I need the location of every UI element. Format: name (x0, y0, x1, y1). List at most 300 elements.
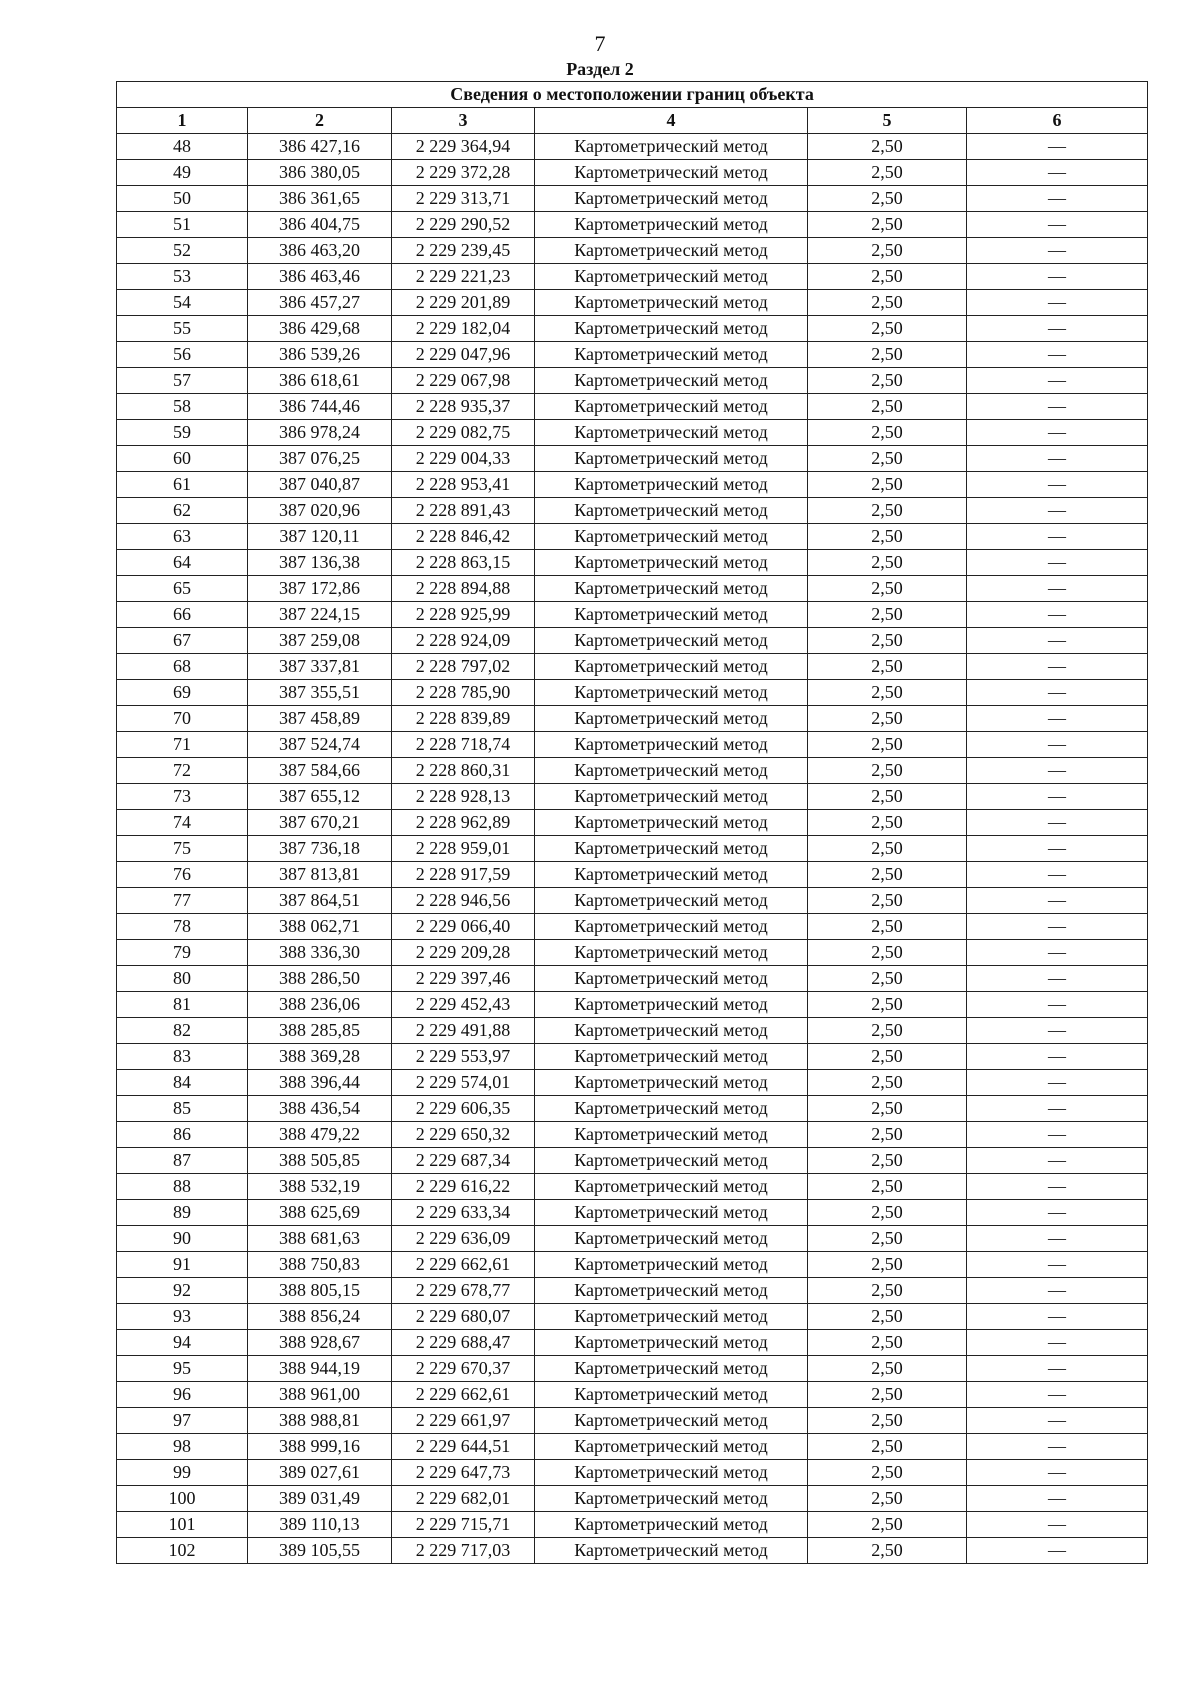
table-row (117, 186, 1148, 212)
accuracy-cell: 2,50 (808, 758, 967, 784)
description-cell: — (967, 758, 1148, 784)
column-header-5: 5 (808, 108, 967, 134)
x-coordinate-cell: 388 750,83 (248, 1252, 392, 1278)
accuracy-cell: 2,50 (808, 212, 967, 238)
accuracy-cell: 2,50 (808, 1512, 967, 1538)
description-cell: — (967, 1226, 1148, 1252)
accuracy-cell: 2,50 (808, 1226, 967, 1252)
method-cell: Картометрический метод (535, 1174, 808, 1200)
method-cell: Картометрический метод (535, 758, 808, 784)
method-cell: Картометрический метод (535, 1356, 808, 1382)
accuracy-cell: 2,50 (808, 602, 967, 628)
method-cell: Картометрический метод (535, 784, 808, 810)
x-coordinate-cell: 386 463,46 (248, 264, 392, 290)
table-row (117, 784, 1148, 810)
method-cell: Картометрический метод (535, 680, 808, 706)
description-cell: — (967, 940, 1148, 966)
accuracy-cell: 2,50 (808, 784, 967, 810)
accuracy-cell: 2,50 (808, 1382, 967, 1408)
y-coordinate-cell: 2 229 678,77 (392, 1278, 535, 1304)
y-coordinate-cell: 2 228 928,13 (392, 784, 535, 810)
accuracy-cell: 2,50 (808, 316, 967, 342)
accuracy-cell: 2,50 (808, 862, 967, 888)
accuracy-cell: 2,50 (808, 394, 967, 420)
method-cell: Картометрический метод (535, 420, 808, 446)
accuracy-cell: 2,50 (808, 680, 967, 706)
table-row (117, 1226, 1148, 1252)
point-number-cell: 51 (117, 212, 248, 238)
column-header-6: 6 (967, 108, 1148, 134)
description-cell: — (967, 1070, 1148, 1096)
x-coordinate-cell: 387 813,81 (248, 862, 392, 888)
table-row (117, 1018, 1148, 1044)
point-number-cell: 71 (117, 732, 248, 758)
y-coordinate-cell: 2 229 636,09 (392, 1226, 535, 1252)
table-row (117, 1538, 1148, 1564)
method-cell: Картометрический метод (535, 1018, 808, 1044)
point-number-cell: 69 (117, 680, 248, 706)
accuracy-cell: 2,50 (808, 1070, 967, 1096)
point-number-cell: 88 (117, 1174, 248, 1200)
description-cell: — (967, 1304, 1148, 1330)
method-cell: Картометрический метод (535, 1330, 808, 1356)
description-cell: — (967, 472, 1148, 498)
accuracy-cell: 2,50 (808, 1200, 967, 1226)
method-cell: Картометрический метод (535, 1200, 808, 1226)
description-cell: — (967, 1434, 1148, 1460)
description-cell: — (967, 1512, 1148, 1538)
y-coordinate-cell: 2 229 717,03 (392, 1538, 535, 1564)
description-cell: — (967, 1096, 1148, 1122)
accuracy-cell: 2,50 (808, 238, 967, 264)
x-coordinate-cell: 388 286,50 (248, 966, 392, 992)
x-coordinate-cell: 387 864,51 (248, 888, 392, 914)
method-cell: Картометрический метод (535, 862, 808, 888)
x-coordinate-cell: 386 404,75 (248, 212, 392, 238)
column-header-4: 4 (535, 108, 808, 134)
description-cell: — (967, 498, 1148, 524)
x-coordinate-cell: 388 436,54 (248, 1096, 392, 1122)
accuracy-cell: 2,50 (808, 1304, 967, 1330)
accuracy-cell: 2,50 (808, 446, 967, 472)
x-coordinate-cell: 387 355,51 (248, 680, 392, 706)
y-coordinate-cell: 2 229 201,89 (392, 290, 535, 316)
y-coordinate-cell: 2 228 894,88 (392, 576, 535, 602)
point-number-cell: 87 (117, 1148, 248, 1174)
table-row (117, 342, 1148, 368)
y-coordinate-cell: 2 229 662,61 (392, 1252, 535, 1278)
description-cell: — (967, 1018, 1148, 1044)
point-number-cell: 61 (117, 472, 248, 498)
method-cell: Картометрический метод (535, 1122, 808, 1148)
y-coordinate-cell: 2 228 959,01 (392, 836, 535, 862)
description-cell: — (967, 186, 1148, 212)
y-coordinate-cell: 2 229 662,61 (392, 1382, 535, 1408)
accuracy-cell: 2,50 (808, 992, 967, 1018)
x-coordinate-cell: 387 172,86 (248, 576, 392, 602)
point-number-cell: 92 (117, 1278, 248, 1304)
x-coordinate-cell: 388 625,69 (248, 1200, 392, 1226)
point-number-cell: 48 (117, 134, 248, 160)
table-row (117, 1278, 1148, 1304)
y-coordinate-cell: 2 228 860,31 (392, 758, 535, 784)
point-number-cell: 52 (117, 238, 248, 264)
accuracy-cell: 2,50 (808, 1044, 967, 1070)
x-coordinate-cell: 388 681,63 (248, 1226, 392, 1252)
y-coordinate-cell: 2 229 553,97 (392, 1044, 535, 1070)
table-row (117, 914, 1148, 940)
method-cell: Картометрический метод (535, 836, 808, 862)
accuracy-cell: 2,50 (808, 1122, 967, 1148)
description-cell: — (967, 1330, 1148, 1356)
accuracy-cell: 2,50 (808, 1018, 967, 1044)
point-number-cell: 75 (117, 836, 248, 862)
method-cell: Картометрический метод (535, 1070, 808, 1096)
table-row (117, 1304, 1148, 1330)
boundary-coordinates-table (116, 81, 1148, 1564)
accuracy-cell: 2,50 (808, 732, 967, 758)
description-cell: — (967, 680, 1148, 706)
x-coordinate-cell: 387 076,25 (248, 446, 392, 472)
table-row (117, 524, 1148, 550)
x-coordinate-cell: 388 062,71 (248, 914, 392, 940)
method-cell: Картометрический метод (535, 264, 808, 290)
y-coordinate-cell: 2 228 839,89 (392, 706, 535, 732)
method-cell: Картометрический метод (535, 1096, 808, 1122)
x-coordinate-cell: 388 928,67 (248, 1330, 392, 1356)
method-cell: Картометрический метод (535, 1148, 808, 1174)
table-row (117, 420, 1148, 446)
x-coordinate-cell: 388 999,16 (248, 1434, 392, 1460)
description-cell: — (967, 862, 1148, 888)
x-coordinate-cell: 387 655,12 (248, 784, 392, 810)
accuracy-cell: 2,50 (808, 1096, 967, 1122)
y-coordinate-cell: 2 229 574,01 (392, 1070, 535, 1096)
y-coordinate-cell: 2 228 953,41 (392, 472, 535, 498)
description-cell: — (967, 160, 1148, 186)
y-coordinate-cell: 2 229 670,37 (392, 1356, 535, 1382)
y-coordinate-cell: 2 228 924,09 (392, 628, 535, 654)
x-coordinate-cell: 388 336,30 (248, 940, 392, 966)
accuracy-cell: 2,50 (808, 1356, 967, 1382)
x-coordinate-cell: 387 584,66 (248, 758, 392, 784)
x-coordinate-cell: 388 236,06 (248, 992, 392, 1018)
x-coordinate-cell: 386 539,26 (248, 342, 392, 368)
point-number-cell: 81 (117, 992, 248, 1018)
table-row (117, 810, 1148, 836)
table-row (117, 290, 1148, 316)
description-cell: — (967, 1486, 1148, 1512)
x-coordinate-cell: 387 136,38 (248, 550, 392, 576)
description-cell: — (967, 420, 1148, 446)
accuracy-cell: 2,50 (808, 940, 967, 966)
point-number-cell: 67 (117, 628, 248, 654)
x-coordinate-cell: 389 027,61 (248, 1460, 392, 1486)
description-cell: — (967, 1252, 1148, 1278)
x-coordinate-cell: 386 380,05 (248, 160, 392, 186)
y-coordinate-cell: 2 229 661,97 (392, 1408, 535, 1434)
table-row (117, 1044, 1148, 1070)
point-number-cell: 59 (117, 420, 248, 446)
point-number-cell: 76 (117, 862, 248, 888)
description-cell: — (967, 212, 1148, 238)
y-coordinate-cell: 2 228 891,43 (392, 498, 535, 524)
description-cell: — (967, 914, 1148, 940)
point-number-cell: 56 (117, 342, 248, 368)
description-cell: — (967, 992, 1148, 1018)
description-cell: — (967, 888, 1148, 914)
table-row (117, 628, 1148, 654)
accuracy-cell: 2,50 (808, 810, 967, 836)
point-number-cell: 83 (117, 1044, 248, 1070)
description-cell: — (967, 1148, 1148, 1174)
accuracy-cell: 2,50 (808, 420, 967, 446)
y-coordinate-cell: 2 229 082,75 (392, 420, 535, 446)
description-cell: — (967, 342, 1148, 368)
description-cell: — (967, 1538, 1148, 1564)
point-number-cell: 54 (117, 290, 248, 316)
table-row (117, 212, 1148, 238)
y-coordinate-cell: 2 229 066,40 (392, 914, 535, 940)
y-coordinate-cell: 2 229 644,51 (392, 1434, 535, 1460)
method-cell: Картометрический метод (535, 1460, 808, 1486)
point-number-cell: 80 (117, 966, 248, 992)
table-body (117, 134, 1148, 1564)
y-coordinate-cell: 2 229 606,35 (392, 1096, 535, 1122)
method-cell: Картометрический метод (535, 186, 808, 212)
point-number-cell: 100 (117, 1486, 248, 1512)
accuracy-cell: 2,50 (808, 1486, 967, 1512)
point-number-cell: 91 (117, 1252, 248, 1278)
point-number-cell: 85 (117, 1096, 248, 1122)
table-row (117, 1252, 1148, 1278)
y-coordinate-cell: 2 229 688,47 (392, 1330, 535, 1356)
point-number-cell: 64 (117, 550, 248, 576)
table-row (117, 1330, 1148, 1356)
y-coordinate-cell: 2 229 221,23 (392, 264, 535, 290)
y-coordinate-cell: 2 229 715,71 (392, 1512, 535, 1538)
column-header-2: 2 (248, 108, 392, 134)
accuracy-cell: 2,50 (808, 706, 967, 732)
accuracy-cell: 2,50 (808, 914, 967, 940)
x-coordinate-cell: 388 805,15 (248, 1278, 392, 1304)
method-cell: Картометрический метод (535, 160, 808, 186)
method-cell: Картометрический метод (535, 628, 808, 654)
method-cell: Картометрический метод (535, 290, 808, 316)
point-number-cell: 94 (117, 1330, 248, 1356)
method-cell: Картометрический метод (535, 1226, 808, 1252)
table-row (117, 1096, 1148, 1122)
accuracy-cell: 2,50 (808, 498, 967, 524)
accuracy-cell: 2,50 (808, 186, 967, 212)
table-row (117, 758, 1148, 784)
method-cell: Картометрический метод (535, 472, 808, 498)
accuracy-cell: 2,50 (808, 1460, 967, 1486)
description-cell: — (967, 1122, 1148, 1148)
point-number-cell: 89 (117, 1200, 248, 1226)
description-cell: — (967, 706, 1148, 732)
y-coordinate-cell: 2 229 372,28 (392, 160, 535, 186)
y-coordinate-cell: 2 229 290,52 (392, 212, 535, 238)
method-cell: Картометрический метод (535, 212, 808, 238)
method-cell: Картометрический метод (535, 524, 808, 550)
accuracy-cell: 2,50 (808, 290, 967, 316)
x-coordinate-cell: 386 744,46 (248, 394, 392, 420)
y-coordinate-cell: 2 228 946,56 (392, 888, 535, 914)
method-cell: Картометрический метод (535, 940, 808, 966)
method-cell: Картометрический метод (535, 1044, 808, 1070)
table-row (117, 576, 1148, 602)
x-coordinate-cell: 388 285,85 (248, 1018, 392, 1044)
accuracy-cell: 2,50 (808, 134, 967, 160)
table-row (117, 446, 1148, 472)
description-cell: — (967, 524, 1148, 550)
table-row (117, 1070, 1148, 1096)
x-coordinate-cell: 387 224,15 (248, 602, 392, 628)
method-cell: Картометрический метод (535, 602, 808, 628)
point-number-cell: 98 (117, 1434, 248, 1460)
point-number-cell: 70 (117, 706, 248, 732)
accuracy-cell: 2,50 (808, 368, 967, 394)
y-coordinate-cell: 2 229 650,32 (392, 1122, 535, 1148)
x-coordinate-cell: 388 961,00 (248, 1382, 392, 1408)
x-coordinate-cell: 386 463,20 (248, 238, 392, 264)
description-cell: — (967, 784, 1148, 810)
x-coordinate-cell: 388 505,85 (248, 1148, 392, 1174)
point-number-cell: 102 (117, 1538, 248, 1564)
method-cell: Картометрический метод (535, 394, 808, 420)
table-row (117, 1382, 1148, 1408)
table-row (117, 1486, 1148, 1512)
description-cell: — (967, 264, 1148, 290)
point-number-cell: 55 (117, 316, 248, 342)
y-coordinate-cell: 2 229 682,01 (392, 1486, 535, 1512)
table-row (117, 1122, 1148, 1148)
y-coordinate-cell: 2 229 647,73 (392, 1460, 535, 1486)
y-coordinate-cell: 2 229 633,34 (392, 1200, 535, 1226)
description-cell: — (967, 1356, 1148, 1382)
y-coordinate-cell: 2 228 962,89 (392, 810, 535, 836)
y-coordinate-cell: 2 228 846,42 (392, 524, 535, 550)
table-row (117, 1174, 1148, 1200)
accuracy-cell: 2,50 (808, 1330, 967, 1356)
point-number-cell: 93 (117, 1304, 248, 1330)
table-row (117, 394, 1148, 420)
table-row (117, 602, 1148, 628)
x-coordinate-cell: 386 361,65 (248, 186, 392, 212)
accuracy-cell: 2,50 (808, 1408, 967, 1434)
x-coordinate-cell: 387 259,08 (248, 628, 392, 654)
method-cell: Картометрический метод (535, 992, 808, 1018)
x-coordinate-cell: 389 105,55 (248, 1538, 392, 1564)
accuracy-cell: 2,50 (808, 160, 967, 186)
description-cell: — (967, 1408, 1148, 1434)
point-number-cell: 84 (117, 1070, 248, 1096)
y-coordinate-cell: 2 229 687,34 (392, 1148, 535, 1174)
accuracy-cell: 2,50 (808, 576, 967, 602)
x-coordinate-cell: 388 479,22 (248, 1122, 392, 1148)
table-row (117, 680, 1148, 706)
description-cell: — (967, 1200, 1148, 1226)
description-cell: — (967, 368, 1148, 394)
table-row (117, 134, 1148, 160)
point-number-cell: 72 (117, 758, 248, 784)
table-caption: Сведения о местоположении границ объекта (117, 82, 1148, 108)
y-coordinate-cell: 2 229 616,22 (392, 1174, 535, 1200)
point-number-cell: 78 (117, 914, 248, 940)
y-coordinate-cell: 2 229 452,43 (392, 992, 535, 1018)
x-coordinate-cell: 388 369,28 (248, 1044, 392, 1070)
x-coordinate-cell: 387 524,74 (248, 732, 392, 758)
description-cell: — (967, 1460, 1148, 1486)
accuracy-cell: 2,50 (808, 1538, 967, 1564)
description-cell: — (967, 836, 1148, 862)
x-coordinate-cell: 387 120,11 (248, 524, 392, 550)
table-row (117, 160, 1148, 186)
point-number-cell: 49 (117, 160, 248, 186)
table-row (117, 368, 1148, 394)
x-coordinate-cell: 386 618,61 (248, 368, 392, 394)
description-cell: — (967, 966, 1148, 992)
description-cell: — (967, 394, 1148, 420)
point-number-cell: 97 (117, 1408, 248, 1434)
y-coordinate-cell: 2 229 491,88 (392, 1018, 535, 1044)
method-cell: Картометрический метод (535, 238, 808, 264)
method-cell: Картометрический метод (535, 1486, 808, 1512)
column-header-3: 3 (392, 108, 535, 134)
y-coordinate-cell: 2 229 313,71 (392, 186, 535, 212)
x-coordinate-cell: 388 944,19 (248, 1356, 392, 1382)
description-cell: — (967, 134, 1148, 160)
method-cell: Картометрический метод (535, 446, 808, 472)
description-cell: — (967, 654, 1148, 680)
point-number-cell: 58 (117, 394, 248, 420)
x-coordinate-cell: 388 856,24 (248, 1304, 392, 1330)
point-number-cell: 63 (117, 524, 248, 550)
x-coordinate-cell: 387 020,96 (248, 498, 392, 524)
accuracy-cell: 2,50 (808, 1252, 967, 1278)
point-number-cell: 82 (117, 1018, 248, 1044)
accuracy-cell: 2,50 (808, 628, 967, 654)
y-coordinate-cell: 2 229 067,98 (392, 368, 535, 394)
point-number-cell: 77 (117, 888, 248, 914)
accuracy-cell: 2,50 (808, 654, 967, 680)
point-number-cell: 96 (117, 1382, 248, 1408)
method-cell: Картометрический метод (535, 888, 808, 914)
method-cell: Картометрический метод (535, 810, 808, 836)
description-cell: — (967, 732, 1148, 758)
table-row (117, 1200, 1148, 1226)
accuracy-cell: 2,50 (808, 264, 967, 290)
point-number-cell: 79 (117, 940, 248, 966)
accuracy-cell: 2,50 (808, 1174, 967, 1200)
x-coordinate-cell: 388 532,19 (248, 1174, 392, 1200)
accuracy-cell: 2,50 (808, 966, 967, 992)
point-number-cell: 68 (117, 654, 248, 680)
y-coordinate-cell: 2 229 209,28 (392, 940, 535, 966)
table-row (117, 264, 1148, 290)
table-row (117, 498, 1148, 524)
method-cell: Картометрический метод (535, 134, 808, 160)
x-coordinate-cell: 386 427,16 (248, 134, 392, 160)
accuracy-cell: 2,50 (808, 888, 967, 914)
table-row (117, 732, 1148, 758)
x-coordinate-cell: 387 458,89 (248, 706, 392, 732)
column-header-1: 1 (117, 108, 248, 134)
description-cell: — (967, 446, 1148, 472)
page-number: 7 (594, 31, 606, 56)
table-row (117, 1512, 1148, 1538)
